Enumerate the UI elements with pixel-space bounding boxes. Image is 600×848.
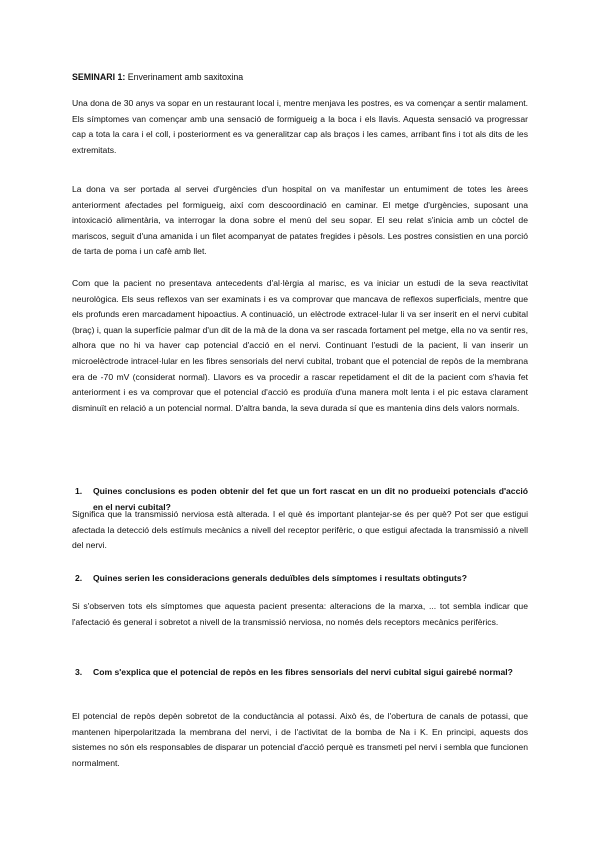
question-3-number: 3. <box>75 667 83 677</box>
paragraph-study: Com que la pacient no presentava antecedents d'al·lèrgia al marisc, es va iniciar un estudi de la seva reactivitat neurològica. Els seus reflexos van ser examinats i es va comprovar que mancava de reflexos superficials, mentre que els profunds eren marcadament hipoactius. A continuació, un elèctrode extracel·lular li va ser inserit en el nervi cubital (braç) i, quan la superfície palmar d'un dit de la mà de la dona va ser rascada fortament pel metge, ella no va sentir res, alhora que no hi va haver cap potencial d'acció en el nervi. Continuant l'estudi de la pacient, li van inserir un microelèctrode intracel·lular en les fibres sensorials del nervi cubital, trobant que el potencial de repòs de la membrana era de -70 mV (considerat normal). Llavors es va procedir a rascar repetidament el dit de la pacient com s'havia fet anteriorment i es va comprovar que el potencial d'acció es produïa d'una manera molt lenta i el pic estava clarament disminuït en relació a un potencial normal. D'altra banda, la seva durada sí que es mantenia dins dels valors normals. <box>72 278 528 413</box>
question-2-number: 2. <box>75 573 83 583</box>
question-1-text: Quines conclusions es poden obtenir del fet que un fort rascat en un dit no produeixi potencials d'acció en el nervi cubital? <box>93 486 528 512</box>
question-2-text: Quines serien les consideracions generals deduïbles dels símptomes i resultats obtinguts? <box>93 573 467 583</box>
answer-1: Significa que la transmissió nerviosa està alterada. I el què és important plantejar-se és per què? Pot ser que estigui afectada la detecció dels estímuls mecànics a nivell del receptor perifèric, o que estigui afectada la transmissió a nivell del nervi. <box>72 509 528 551</box>
document-title <box>72 70 243 86</box>
title-text: Enverinament amb saxitoxina <box>125 72 244 82</box>
question-3 <box>75 665 528 681</box>
paragraph-emergency: La dona va ser portada al servei d'urgències d'un hospital on va manifestar un entumiment de totes les àrees anteriorment afectades pel formigueig, així com descoordinació en caminar. El metge d'urgències, suposant una intoxicació alimentària, va interrogar la dona sobre el menú del seu sopar. El seu relat s'inicia amb un còctel de mariscos, seguit d'una amanida i un filet acompanyat de patates fregides i pèsols. Les postres consistien en una porció de tarta de poma i un cafè amb llet. <box>72 184 528 257</box>
answer-3: El potencial de repòs depèn sobretot de la conductància al potassi. Això és, de l'obertura de canals de potassi, que mantenen hiperpolaritzada la membrana del nervi, i de l'activitat de la bomba de Na i K. En principi, aquests dos sistemes no són els responsables de disparar un potencial d'acció perquè es transmeti pel nervi i sembla que funcionen normalment. <box>72 711 528 768</box>
paragraph-intro: Una dona de 30 anys va sopar en un restaurant local i, mentre menjava les postres, es va començar a sentir malament. Els símptomes van començar amb una sensació de formigueig a la boca i els llavis. Aquesta sensació va progressar cap a tota la cara i el coll, i posteriorment es va generalitzar cap als braços i les cames, arribant fins i tot als dits de les extremitats. <box>72 98 528 155</box>
question-1-number: 1. <box>75 486 83 496</box>
title-prefix: SEMINARI 1: <box>72 72 126 82</box>
question-3-text: Com s'explica que el potencial de repòs en les fibres sensorials del nervi cubital sigui gairebé normal? <box>93 667 513 677</box>
question-2 <box>75 571 528 587</box>
answer-2: Si s'observen tots els símptomes que aquesta pacient presenta: alteracions de la marxa, ... tot sembla indicar que l'afectació és general i sobretot a nivell de la transmissió nerviosa, no només dels receptors mecànics perifèrics. <box>72 601 528 627</box>
